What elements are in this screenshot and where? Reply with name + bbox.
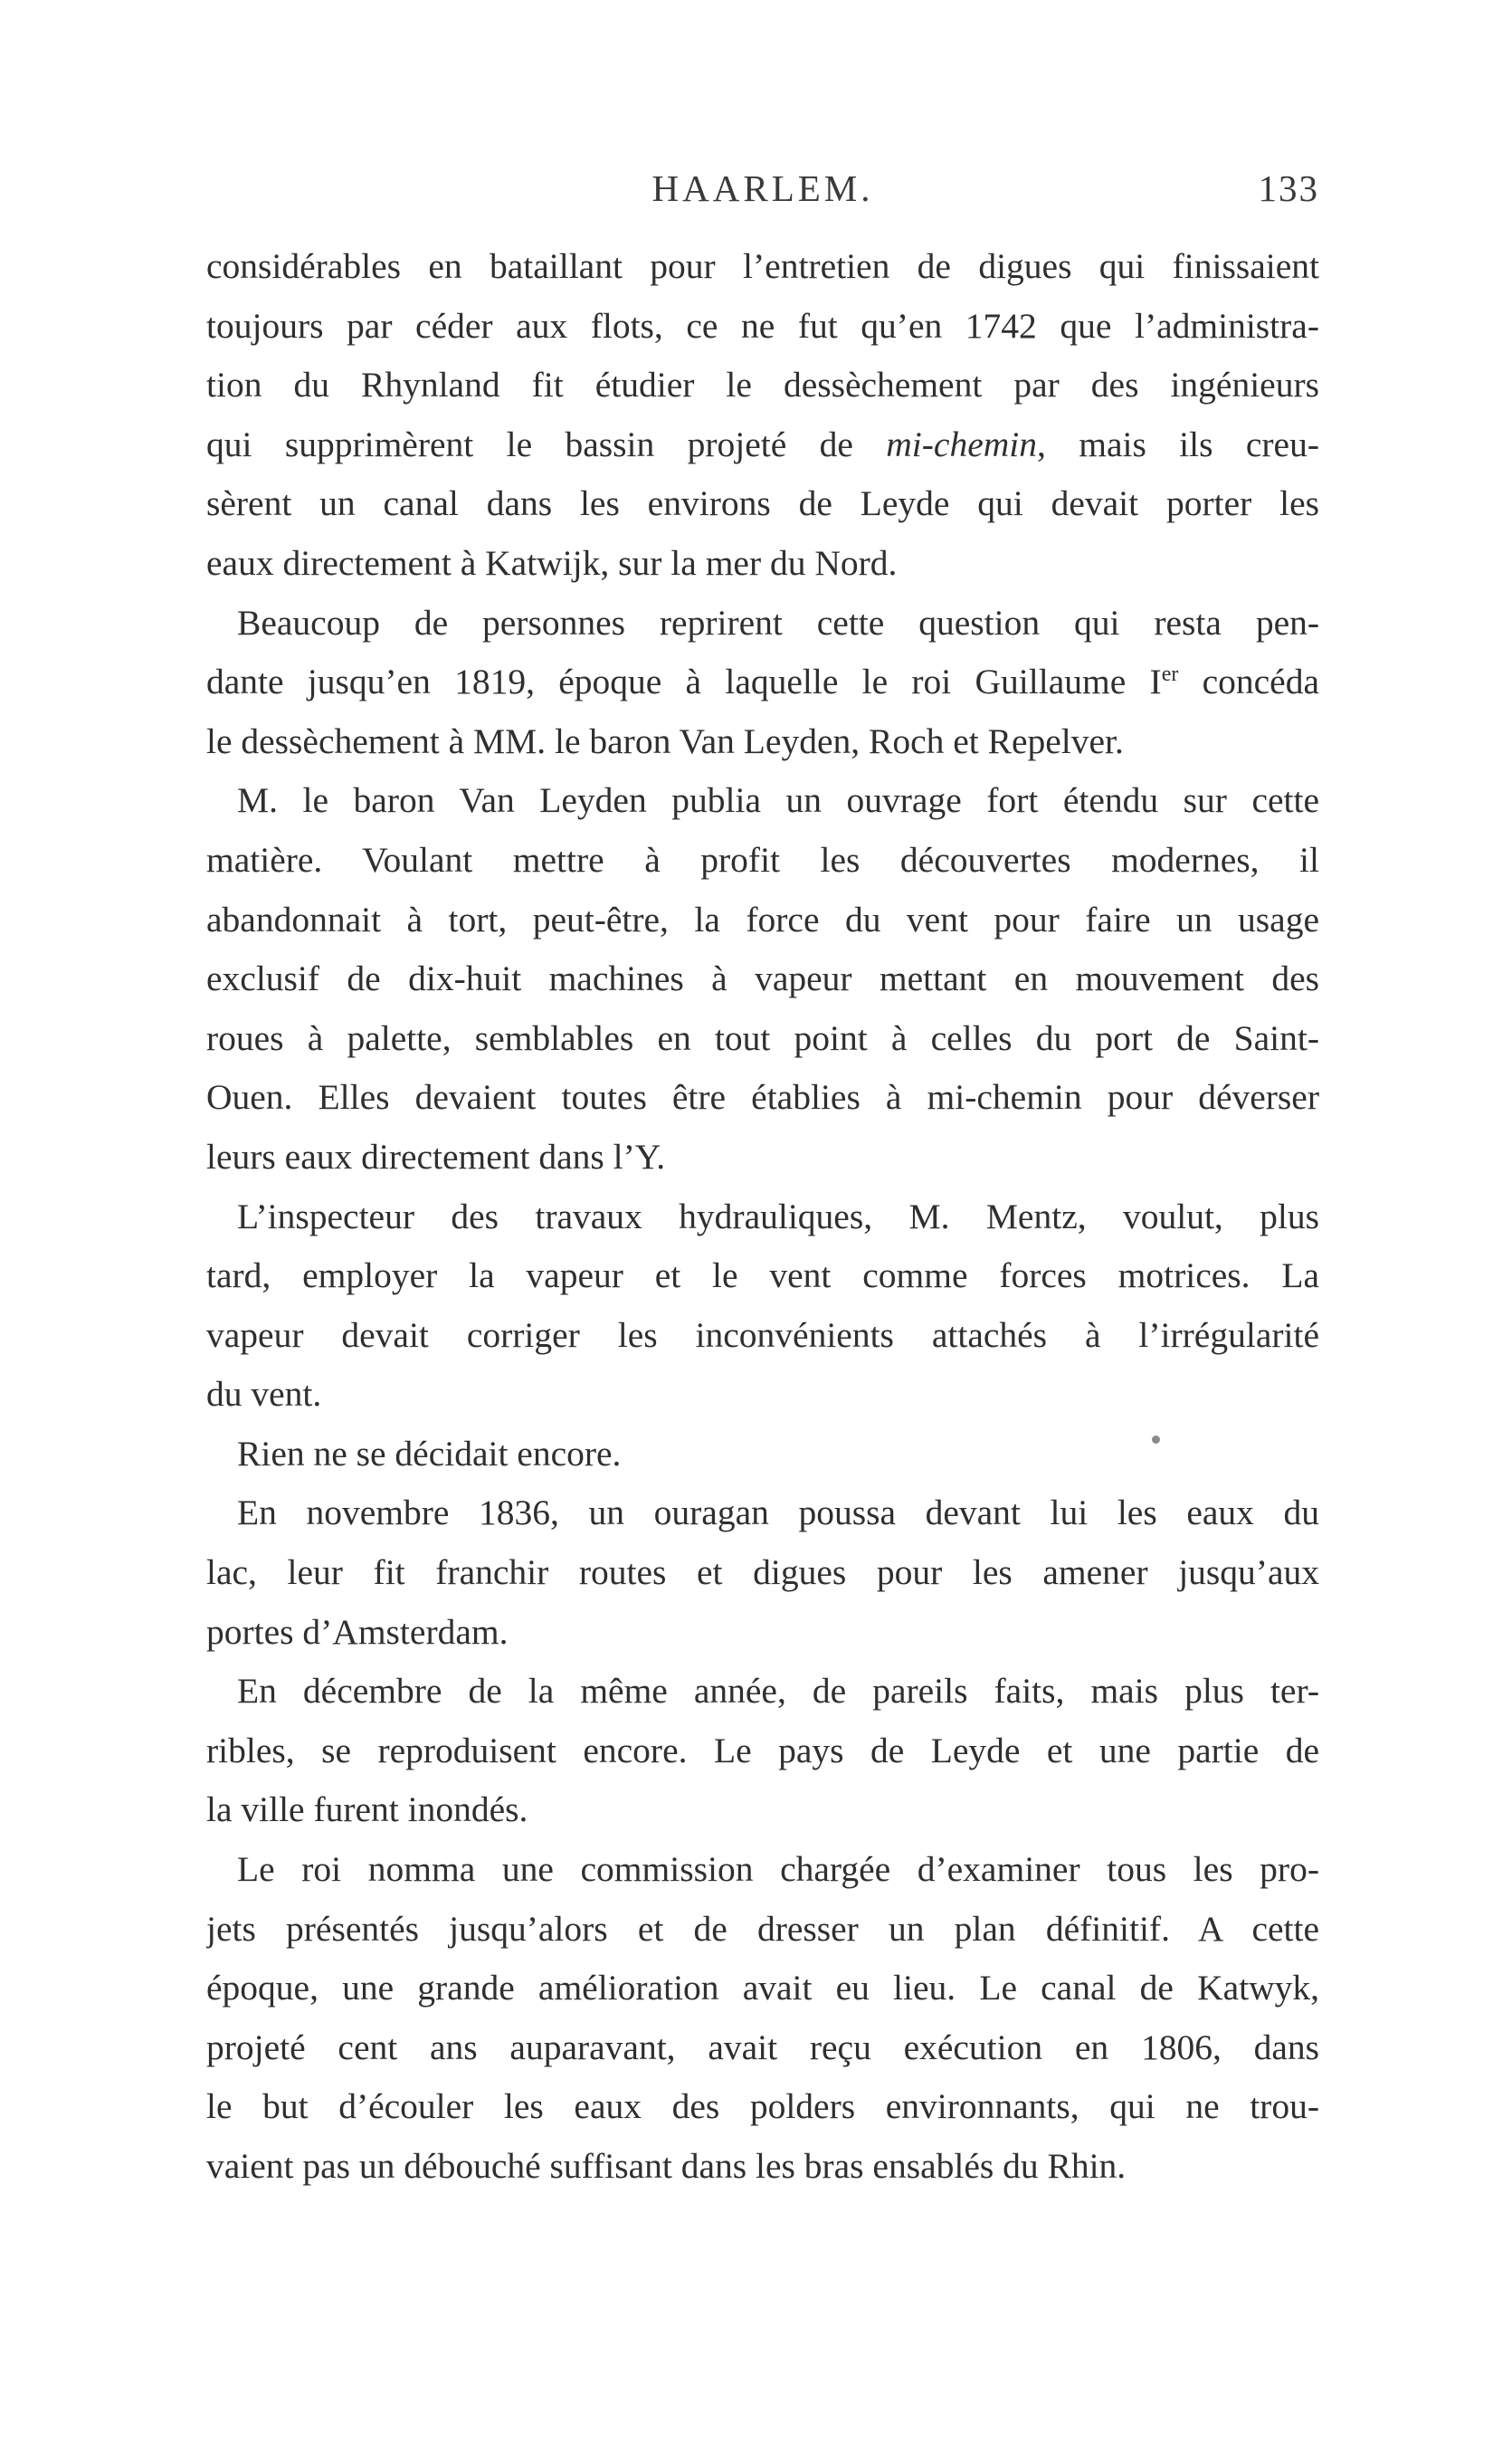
text-line: abandonnait à tort, peut-être, la force du vent pour faire un usage: [206, 899, 1319, 940]
text-line: En décembre de la même année, de pareils faits, mais plus ter-: [237, 1671, 1319, 1712]
text-line: toujours par céder aux flots, ce ne fut qu’en 1742 que l’administra-: [206, 305, 1319, 346]
text-line: matière. Voulant mettre à profit les découvertes modernes, il: [206, 839, 1319, 880]
text-line: L’inspecteur des travaux hydrauliques, M. Mentz, voulut, plus: [237, 1196, 1319, 1236]
paragraph-5: [206, 1425, 1319, 1484]
superscript: er: [1161, 663, 1179, 686]
text-line: exclusif de dix-huit machines à vapeur mettant en mouvement des: [206, 959, 1319, 999]
paragraph-4: [206, 1188, 1319, 1425]
text-line: Rien ne se décidait encore.: [237, 1433, 622, 1474]
text-line: M. le baron Van Leyden publia un ouvrage fort étendu sur cette: [237, 780, 1319, 821]
paragraph-6: [206, 1483, 1319, 1662]
text-segment: qui supprimèrent le bassin projeté de: [206, 424, 887, 464]
italic-term: mi-chemin: [886, 424, 1037, 464]
text-line: époque, une grande amélioration avait eu lieu. Le canal de Katwyk,: [206, 1968, 1319, 2008]
text-line: considérables en bataillant pour l’entretien de digues qui finissaient: [206, 246, 1319, 286]
text-line: le but d’écouler les eaux des polders environnants, qui ne trou-: [206, 2086, 1319, 2127]
text-line: leurs eaux directement dans l’Y.: [206, 1136, 666, 1177]
text-line: Le roi nomma une commission chargée d’examiner tous les pro-: [237, 1849, 1319, 1890]
text-line: projeté cent ans auparavant, avait reçu exécution en 1806, dans: [206, 2027, 1319, 2067]
text-line: tion du Rhynland fit étudier le dessèchement par des ingénieurs: [206, 365, 1319, 405]
text-line: Beaucoup de personnes reprirent cette question qui resta pen-: [237, 602, 1319, 643]
text-segment: concéda: [1178, 662, 1319, 702]
text-line: vaient pas un débouché suffisant dans les bras ensablés du Rhin.: [206, 2146, 1127, 2186]
paragraph-1: [206, 237, 1319, 594]
paragraph-3: [206, 771, 1319, 1187]
text-line: roues à palette, semblables en tout point à celles du port de Saint-: [206, 1017, 1319, 1058]
text-line: le dessèchement à MM. le baron Van Leyden, Roch et Repelver.: [206, 720, 1124, 761]
paragraph-8: [206, 1840, 1319, 2197]
text-line: eaux directement à Katwijk, sur la mer du Nord.: [206, 542, 898, 583]
running-head: [206, 167, 1319, 221]
paragraph-7: [206, 1662, 1319, 1840]
page-number: 133: [1258, 167, 1319, 209]
text-line: ribles, se reproduisent encore. Le pays de Leyde et une partie de: [206, 1730, 1319, 1770]
ink-speck: [1152, 1436, 1160, 1444]
text-line: la ville furent inondés.: [206, 1789, 528, 1830]
text-line: En novembre 1836, un ouragan poussa devant lui les eaux du: [237, 1493, 1319, 1533]
text-line: vapeur devait corriger les inconvénients attachés à l’irrégularité: [206, 1314, 1319, 1355]
text-line: lac, leur fit franchir routes et digues pour les amener jusqu’aux: [206, 1552, 1319, 1593]
paragraph-2: [206, 594, 1319, 772]
text-line: du vent.: [206, 1374, 322, 1415]
text-line: [206, 653, 1319, 712]
text-line: tard, employer la vapeur et le vent comme forces motrices. La: [206, 1255, 1319, 1296]
text-line: Ouen. Elles devaient toutes être établies à mi-chemin pour déverser: [206, 1077, 1319, 1118]
text-line: sèrent un canal dans les environs de Leyde qui devait porter les: [206, 483, 1319, 524]
text-line: jets présentés jusqu’alors et de dresser un plan définitif. A cette: [206, 1908, 1319, 1949]
text-segment: dante jusqu’en 1819, époque à laquelle le roi Guillaume I: [206, 662, 1162, 702]
text-line: portes d’Amsterdam.: [206, 1611, 509, 1652]
running-title: HAARLEM.: [651, 167, 874, 209]
text-segment: , mais ils creu-: [1036, 424, 1319, 464]
text-line: [206, 415, 1319, 475]
body-text: [206, 237, 1319, 2197]
